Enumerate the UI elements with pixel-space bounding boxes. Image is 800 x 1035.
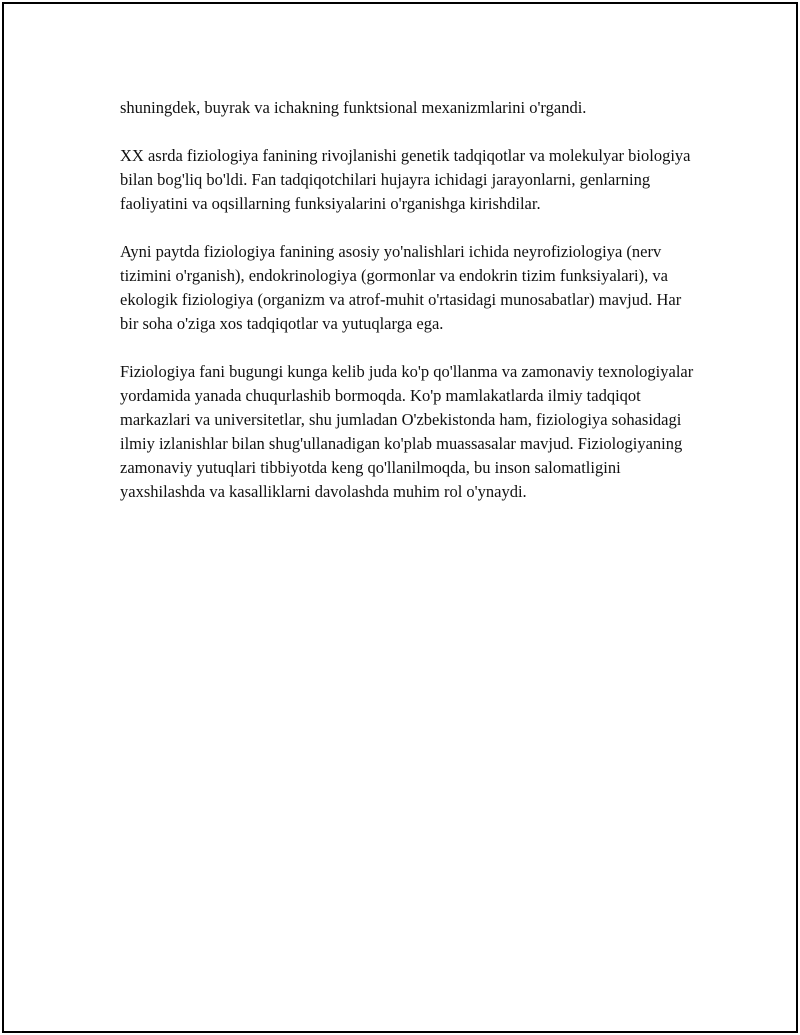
paragraph-1: shuningdek, buyrak va ichakning funktsional mexanizmlarini o'rgandi.: [120, 98, 587, 117]
paragraph-3: Ayni paytda fiziologiya fanining asosiy yo'nalishlari ichida neyrofiziologiya (nerv tizimini o'rganish), endokrinologiya (gormonlar va endokrin tizim funksiyalari), va ekologik fiziologiya (organizm va atrof-muhit o'rtasidagi munosabatlar) mavjud. Har bir soha o'ziga xos tadqiqotlar va yutuqlarga ega.: [120, 242, 682, 333]
document-body: [120, 96, 700, 528]
page-frame: [2, 2, 798, 1033]
paragraph-4: Fiziologiya fani bugungi kunga kelib juda ko'p qo'llanma va zamonaviy texnologiyalar yordamida yanada chuqurlashib bormoqda. Ko'p mamlakatlarda ilmiy tadqiqot markazlari va universitetlar, shu jumladan O'zbekistonda ham, fiziologiya sohasidagi ilmiy izlanishlar bilan shug'ullanadigan ko'plab muassasalar mavjud. Fiziologiyaning zamonaviy yutuqlari tibbiyotda keng qo'llanilmoqda, bu inson salomatligini yaxshilashda va kasalliklarni davolashda muhim rol o'ynaydi.: [120, 362, 694, 501]
paragraph-2: XX asrda fiziologiya fanining rivojlanishi genetik tadqiqotlar va molekulyar biologiya bilan bog'liq bo'ldi. Fan tadqiqotchilari hujayra ichidagi jarayonlarni, genlarning faoliyatini va oqsillarning funksiyalarini o'rganishga kirishdilar.: [120, 146, 691, 213]
